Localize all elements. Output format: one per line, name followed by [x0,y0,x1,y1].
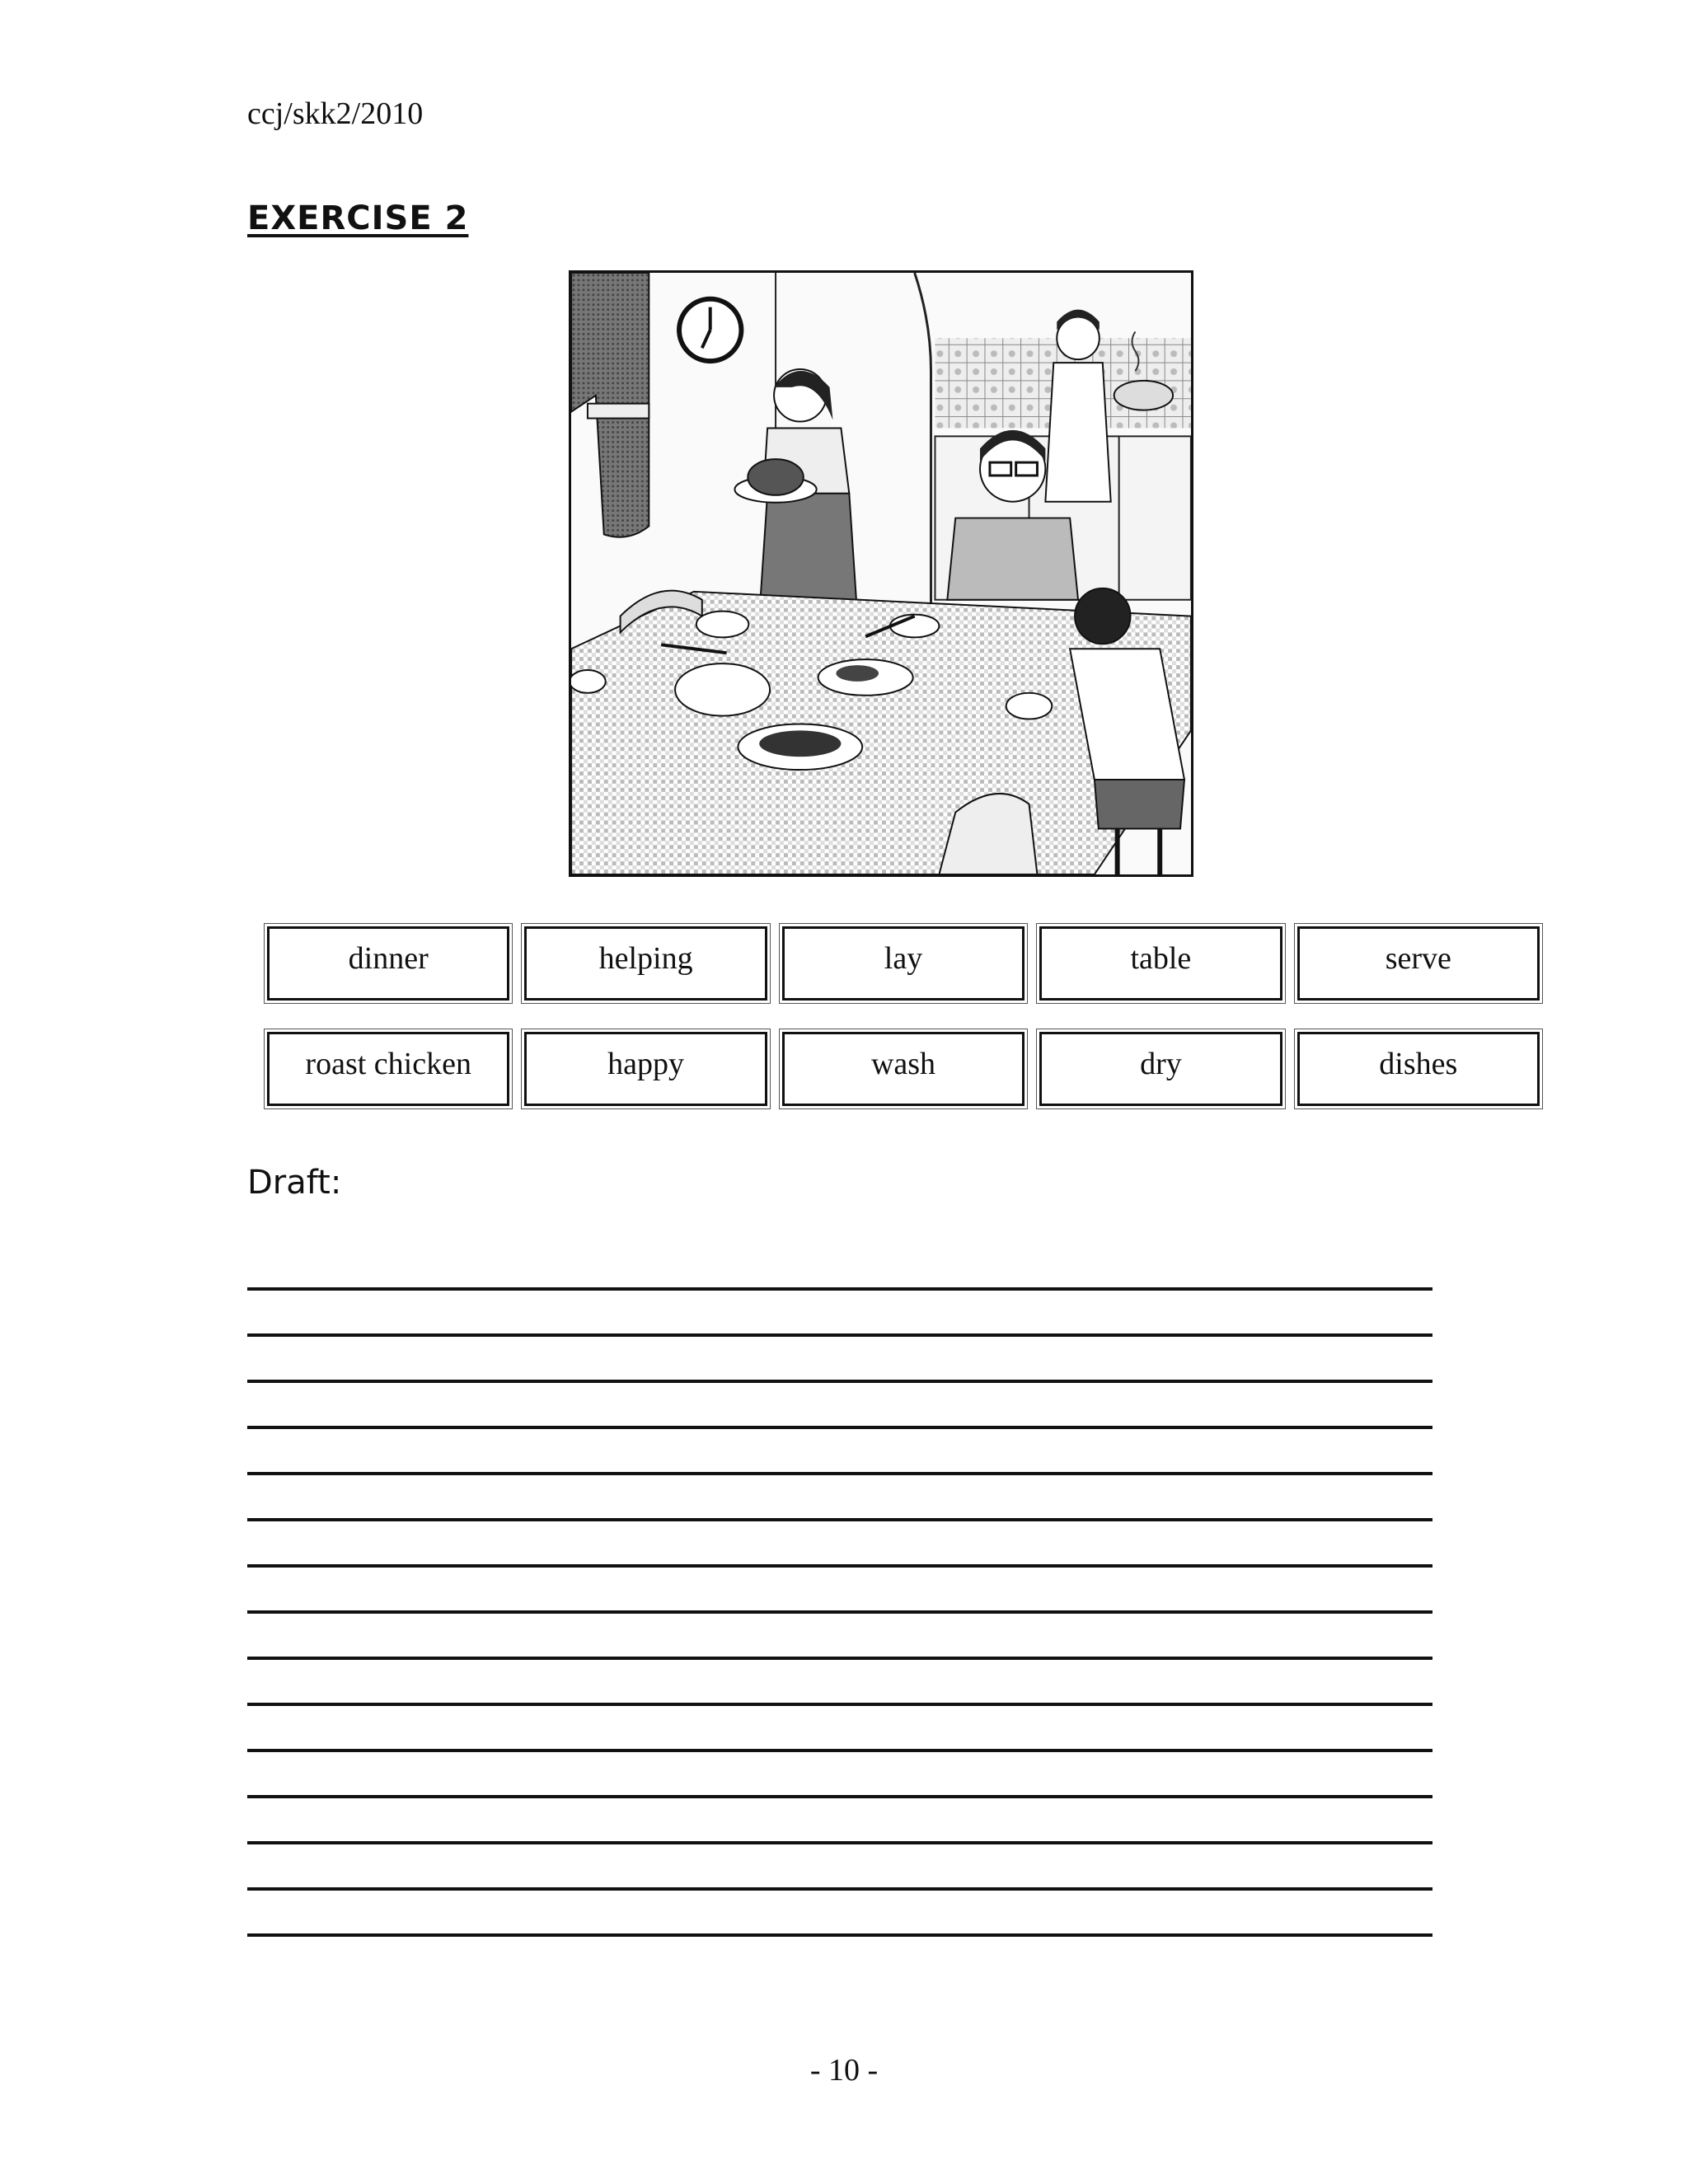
writing-line[interactable] [247,1706,1432,1752]
roast-chicken-icon [748,459,803,495]
word-box [1039,926,1282,1001]
word-label: table [1130,941,1192,976]
word-box [1297,926,1540,1001]
word-box [524,1032,767,1106]
writing-line[interactable] [247,1475,1432,1521]
page-number: - 10 - [809,2053,879,2088]
writing-line[interactable] [247,1337,1432,1383]
word-box [267,1032,509,1106]
soup-bowl-icon [675,663,770,715]
exercise-title: EXERCISE 2 [247,199,469,237]
vegetable-dish-icon [759,730,841,757]
draft-writing-lines[interactable] [247,1276,1432,1937]
writing-line[interactable] [247,1844,1432,1891]
word-label: wash [870,1047,936,1081]
word-box [782,926,1025,1001]
word-label: dinner [348,941,429,976]
writing-line[interactable] [247,1568,1432,1614]
writing-line[interactable] [247,1276,1432,1291]
family-dinner-illustration [569,270,1193,877]
word-label: dishes [1379,1047,1458,1081]
writing-line[interactable] [247,1798,1432,1844]
word-label: happy [607,1047,685,1081]
writing-line[interactable] [247,1429,1432,1475]
word-box [267,926,509,1001]
document-code: ccj/skk2/2010 [247,96,424,131]
clock-icon [679,299,741,361]
word-label: dry [1140,1047,1182,1081]
writing-line[interactable] [247,1521,1432,1568]
word-box [782,1032,1025,1106]
word-box [1297,1032,1540,1106]
word-box [524,926,767,1001]
word-box [1039,1032,1282,1106]
word-label: lay [884,941,923,976]
word-label: serve [1385,941,1451,976]
writing-line[interactable] [247,1291,1432,1337]
word-label: helping [598,941,693,976]
word-bank [264,923,1543,1109]
writing-line[interactable] [247,1383,1432,1429]
writing-line[interactable] [247,1660,1432,1706]
writing-line[interactable] [247,1614,1432,1660]
writing-line[interactable] [247,1752,1432,1798]
word-label: roast chicken [305,1047,471,1081]
draft-label: Draft: [247,1164,342,1202]
writing-line[interactable] [247,1891,1432,1937]
